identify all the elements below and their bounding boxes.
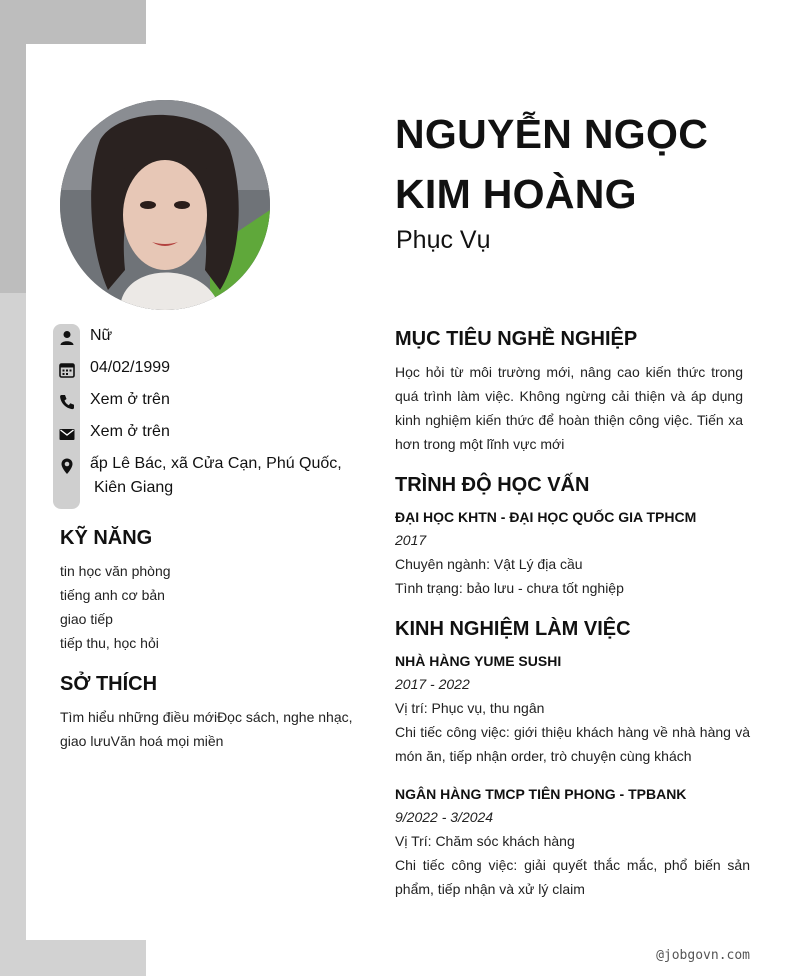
job-period: 2017 - 2022 (395, 676, 470, 692)
birthday-text: 04/02/1999 (90, 359, 171, 376)
skill-item: tiếng anh cơ bản (60, 587, 165, 603)
contact-icon-rail (53, 324, 80, 509)
candidate-name-line1: NGUYỄN NGỌC (395, 111, 709, 157)
site-watermark: @jobgovn.com (656, 948, 750, 963)
job-company: NGÂN HÀNG TMCP TIÊN PHONG - TPBANK (395, 786, 687, 802)
hobbies-text-line2: giao lưuVăn hoá mọi miền (60, 733, 224, 749)
mail-icon (58, 425, 76, 443)
profile-photo-illustration (60, 100, 270, 310)
objective-heading: MỤC TIÊU NGHỀ NGHIỆP (395, 328, 638, 350)
candidate-name (395, 104, 755, 224)
education-status: Tình trạng: bảo lưu - chưa tốt nghiệp (395, 580, 624, 596)
gender-text: Nữ (90, 327, 113, 344)
candidate-name-line2: KIM HOÀNG (395, 171, 637, 217)
phone-icon (58, 393, 76, 411)
phone-text: Xem ở trên (90, 391, 170, 408)
bottom-decor-strip (0, 940, 146, 976)
skills-heading: KỸ NĂNG (60, 527, 153, 549)
job-position: Vị trí: Phục vụ, thu ngân (395, 700, 545, 716)
job-company: NHÀ HÀNG YUME SUSHI (395, 653, 562, 669)
email-text: Xem ở trên (90, 423, 170, 440)
skill-item: giao tiếp (60, 611, 113, 627)
location-pin-icon (58, 457, 76, 475)
address-line2: Kiên Giang (94, 479, 174, 496)
skill-item: tin học văn phòng (60, 563, 171, 579)
objective-text: Học hỏi từ môi trường mới, nâng cao kiến thức trong quá trình làm việc. Không ngừng cải thiện và áp dụng kinh nghiệm kiến thức để hoàn thiện công việc. Tiến xa hơn trong một lĩnh vực mới (395, 364, 743, 452)
job-details: Chi tiếc công việc: giới thiệu khách hàng về nhà hàng và món ăn, tiếp nhận order, trò chuyện cùng khách (395, 724, 750, 764)
address-line1: ấp Lê Bác, xã Cửa Cạn, Phú Quốc, (90, 455, 342, 472)
job-details: Chi tiếc công việc: giải quyết thắc mắc, phổ biến sản phẩm, tiếp nhận và xử lý claim (395, 857, 750, 897)
education-school: ĐẠI HỌC KHTN - ĐẠI HỌC QUỐC GIA TPHCM (395, 509, 697, 525)
education-major: Chuyên ngành: Vật Lý địa cầu (395, 556, 583, 572)
calendar-icon (58, 361, 76, 379)
education-year: 2017 (395, 532, 427, 548)
hobbies-heading: SỞ THÍCH (60, 673, 158, 695)
job-position: Vị Trí: Chăm sóc khách hàng (395, 833, 575, 849)
candidate-role: Phục Vụ (396, 226, 491, 254)
profile-photo (60, 100, 270, 310)
skill-item: tiếp thu, học hỏi (60, 635, 159, 651)
education-heading: TRÌNH ĐỘ HỌC VẤN (395, 474, 590, 496)
job-period: 9/2022 - 3/2024 (395, 809, 494, 825)
experience-heading: KINH NGHIỆM LÀM VIỆC (395, 618, 631, 640)
person-icon (58, 329, 76, 347)
hobbies-text-line1: Tìm hiểu những điều mớiĐọc sách, nghe nhạc, (60, 709, 353, 725)
